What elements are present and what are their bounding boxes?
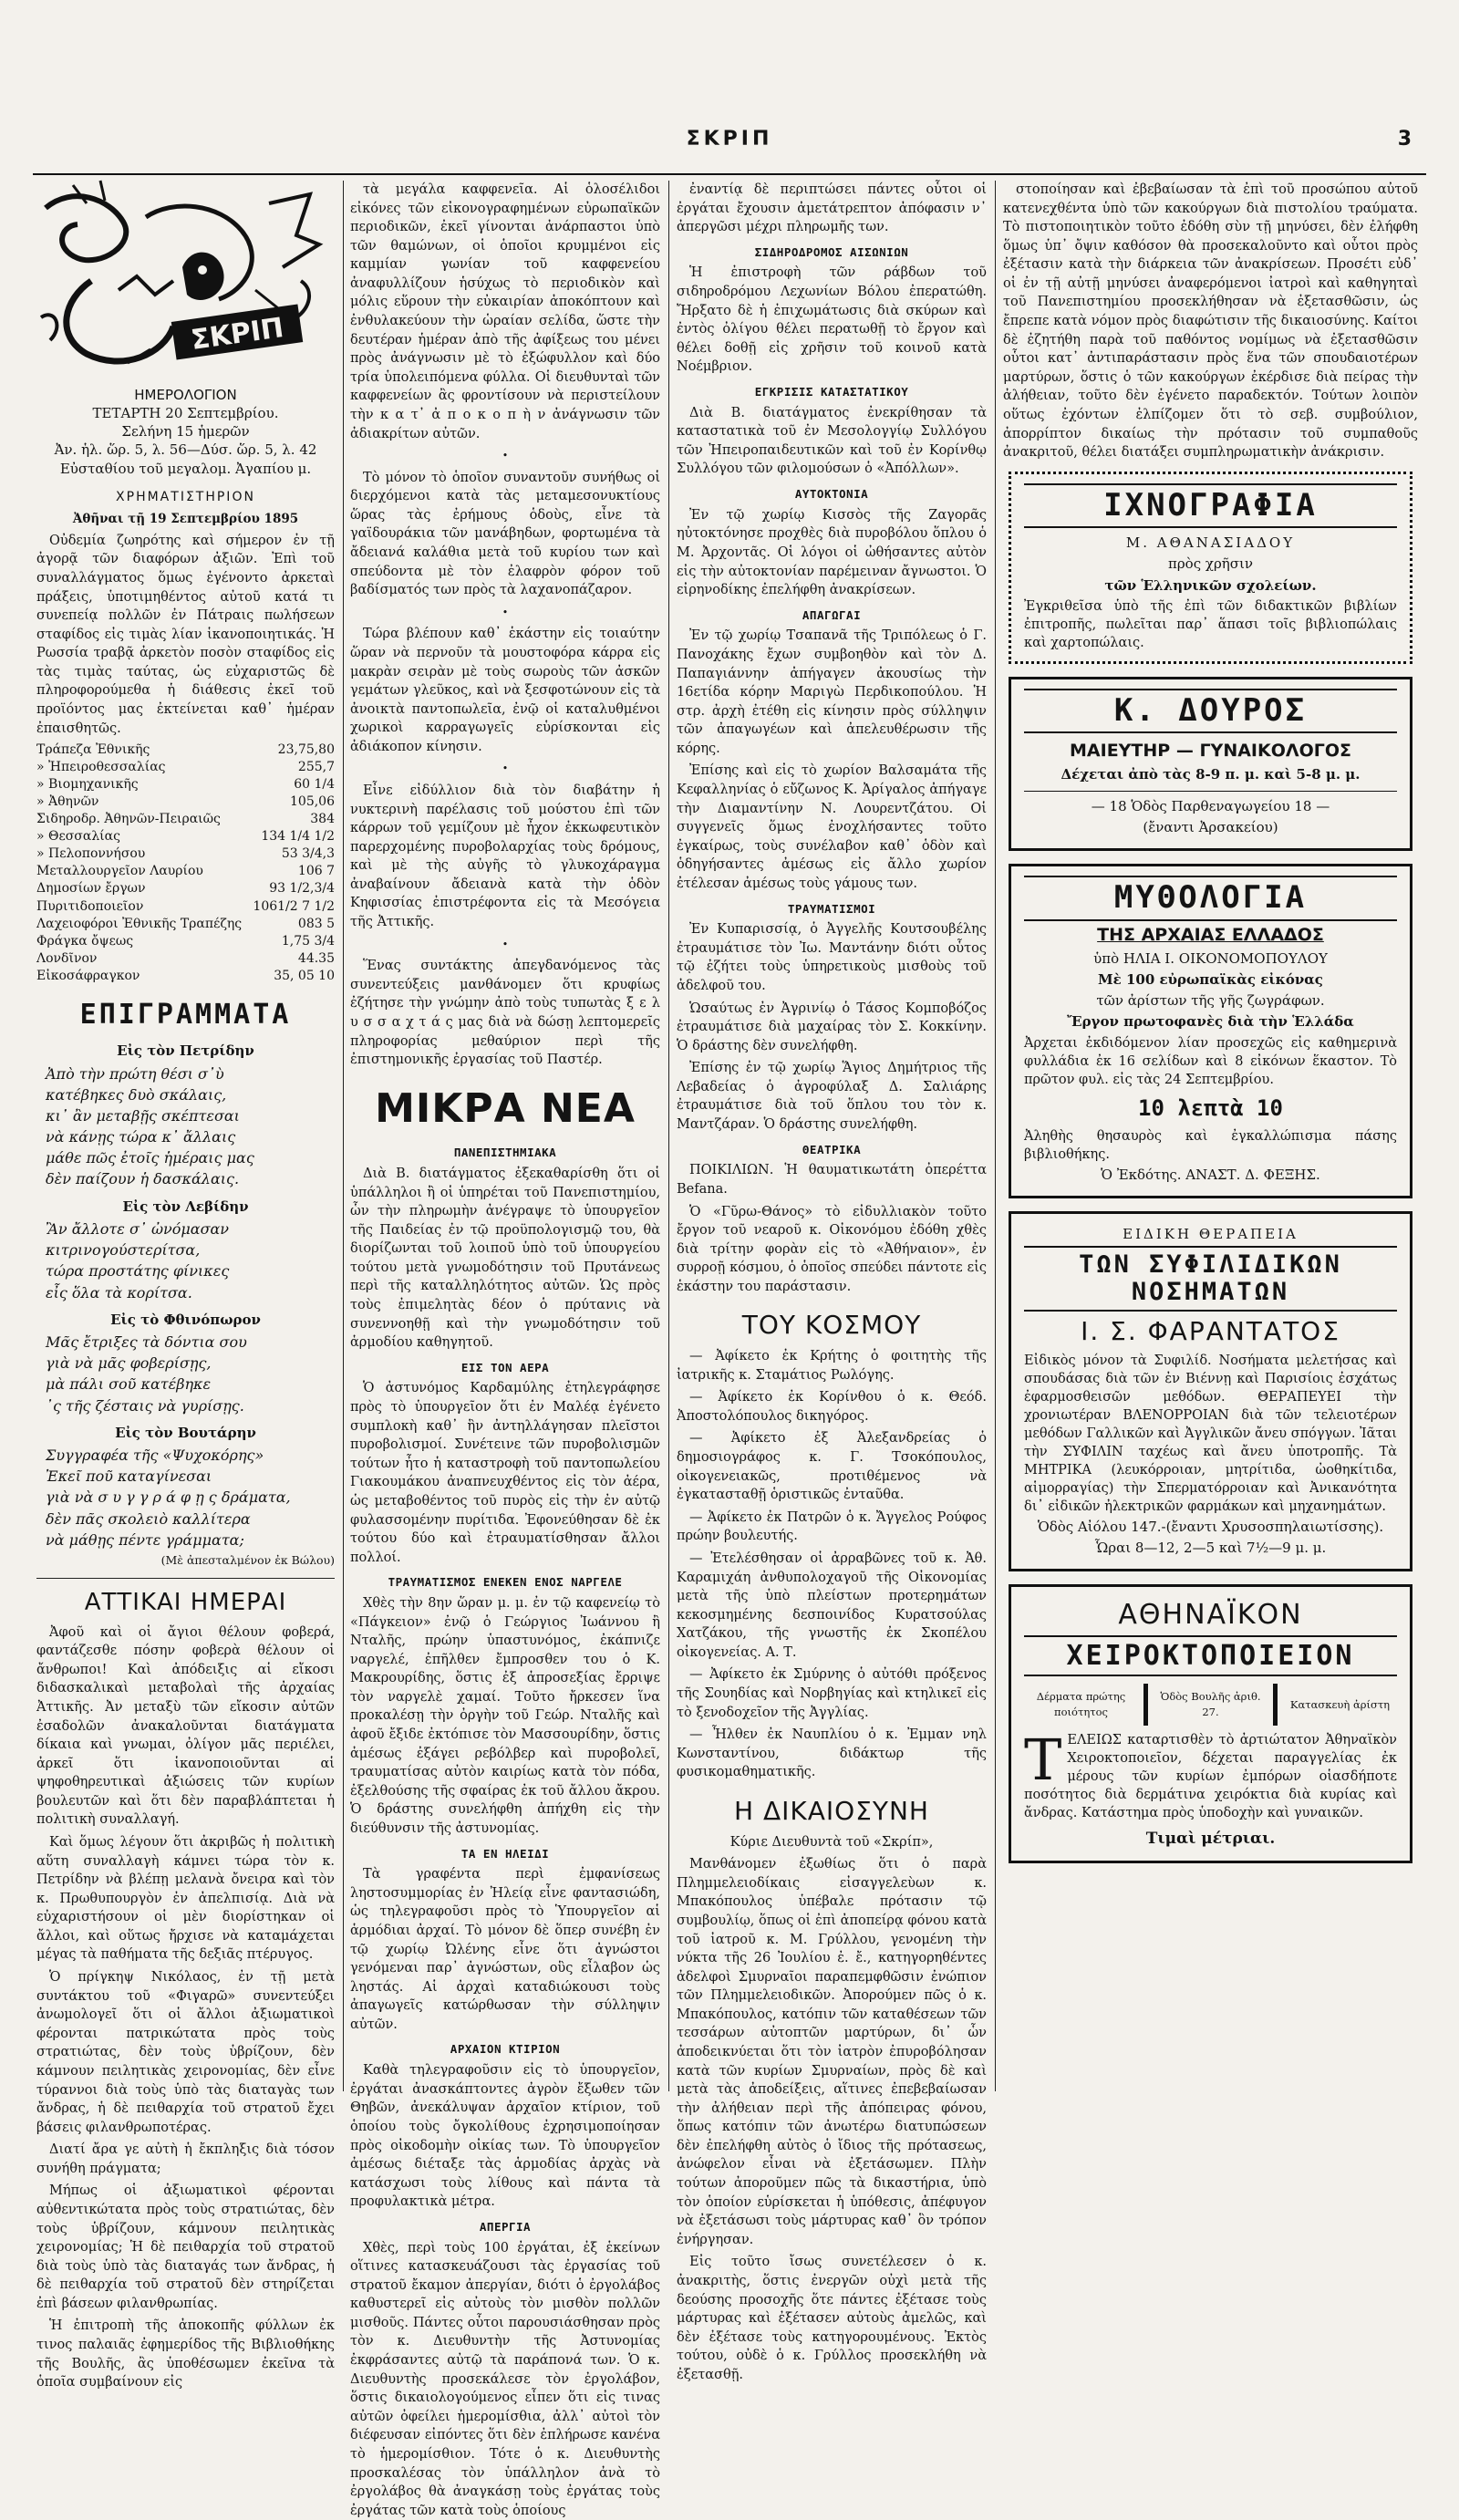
news-text: Ἐπίσης ἐν τῷ χωρίῳ Ἅγιος Δημήτριος τῆς Λεβαδείας ὁ ἀγροφύλαξ Δ. Σαλιάρης ἐτραυμάτισε διὰ τοῦ ὅπλου του τὸν κ. Μαντζάραν. Ὁ δράστης συνελήφθη. [677,1061,987,1133]
ad-farantatos-hours: Ὧραι 8—12, 2—5 καὶ 7½—9 μ. μ. [1094,1539,1327,1556]
almanac-sun: Ἀν. ἡλ. ὥρ. 5, λ. 56—Δύσ. ὥρ. 5, λ. 42 [54,441,317,459]
ad-divider [1273,1684,1278,1726]
bourse-value: 1061/2 7 1/2 [253,898,335,914]
column-1 [36,181,335,2390]
attikai-paragraph: Ἀφοῦ καὶ οἱ ἄγιοι θέλουν φοβερά, φαντάζεσθε πόσην φοβερὰ θέλουν οἱ ἄνθρωποι! Καὶ ἀπόδειξις αἱ εἴκοσι διδασκαλικαὶ μεταβολαὶ τῆς ἀρχαίας Ἀττικῆς. Ἀν μεταξὺ τῶν εἴκοσιν αὐτῶν ἐσαδολῶν ἀνακαλοῦνται διατάγματα δίκαια καὶ γνωμαι, ὀλίγον μᾶς περιέλει, ἀρκεῖ ὅτι ἱκανοποιοῦνται αἱ ψηφοθηρευτικαὶ ἀξιώσεις τῶν κυρίων βουλευτῶν καὶ ὅτι δὲν παραβλάπτεται ἡ πολιτικὴ συναλλαγή. [36,1624,335,1828]
col2-intro [350,181,660,1070]
epigrams-signature: (Μὲ ἀπεσταλμένον ἐκ Βώλου) [160,1553,335,1567]
news-heading: ΕΓΚΡΙΣΙΣ ΚΑΤΑΣΤΑΤΙΚΟΥ [754,384,909,399]
ad-athinaikon-price: Τιμαὶ μέτριαι. [1145,1829,1276,1848]
bourse-title: ΧΡΗΜΑΤΙΣΤΗΡΙΟΝ [116,489,255,504]
poem-line: ᾿ς τῆς ζέσταις νὰ γυρίσῃς. [46,1396,244,1415]
col2-paragraph: Εἶνε εἰδύλλιον διὰ τὸν διαβάτην ἡ νυκτερινὴ παρέλασις τοῦ μούστου ἐπὶ τῶν κάρρων τοῦ γεμίζουν μὲ ἦχον ἐκκωφευτικὸν παρερχομένης πυροβολαρχίας τοὺς δρόμους, καὶ μὲ τὴς αὐγῆς τὸ γλυκοχάραγμα ἀναβαίνουν ἄδειανὰ κατὰ τὴν ὁδὸν Κηφισσίας ἐπιστρέφοντα εἰς τὰ Μεσόγεια τῆς Ἀττικῆς. [350,783,660,930]
ad-farantatos-name: Ι. Σ. ΦΑΡΑΝΤΑΤΟΣ [1081,1315,1340,1346]
poem-line: μὰ πάλι σοῦ κατέβηκε [46,1375,212,1394]
bourse-row [36,950,335,968]
bourse-label: » Ἠπειροθεσσαλίας [36,760,166,775]
bourse-value: 35, 05 10 [274,968,335,983]
ad-ichnografia-text: Ἐγκριθεῖσα ὑπὸ τῆς ἐπὶ τῶν διδακτικῶν βιβλίων ἐπιτροπῆς, πωλεῖται παρ᾽ ἅπασι τοῖς βιβλιοπώλαις καὶ χαρτοπώλαις. [1024,598,1397,650]
news-heading: ΤΑ ΕΝ ΗΛΕΙΔΙ [460,1846,550,1861]
ad-athinaikon-address: Ὁδὸς Βουλῆς ἀριθ. 27. [1160,1690,1261,1718]
ad-athinaikon-name: ΑΘΗΝΑΪΚΟΝ [1118,1599,1303,1632]
ad-farantatos-top: ΕΙΔΙΚΗ ΘΕΡΑΠΕΙΑ [1123,1226,1299,1243]
poem-line: εἶς ὅλα τὰ κορίτσα. [46,1283,192,1301]
attikai-paragraph: Ὁ πρίγκηψ Νικόλαος, ἐν τῇ μετὰ συντάκτου τοῦ «Φιγαρῶ» συνεντεύξει ἀνωμολογεῖ ὅτι οἱ ἄλλοι ἀξιωματικοὶ φέρονται πατρικώτατα πρὸς τοὺς στρατιώτας, δὲν τοὺς ὑβρίζουν, δὲν κάμνουν πειλητικὰς χειρονομίας, δὲν εἶνε τύραννοι διὰ τοὺς ὑπὸ τὰς διαταγὰς των ἄνδρας, ἡ δὲ πειθαρχία τοῦ στρατοῦ ἔχει βάσεις φιλανθρωποτέρας. [36,1970,335,2135]
bourse-value: 106 7 [297,864,335,879]
news-text: Ὡσαύτως ἐν Ἀγρινίῳ ὁ Τάσος Κομποβόζος ἐτραυμάτισε διὰ μαχαίρας τὸν Σ. Κοκκίνην. Ὁ δράστης δὲν συνελήφθη. [677,1001,987,1053]
bourse-row [36,741,335,759]
news-heading: ΕΙΣ ΤΟΝ ΑΕΡΑ [460,1360,550,1374]
ad-athinaikon-dropcap: Τ [1024,1726,1062,1793]
bourse-row [36,811,335,828]
attikai-paragraph: Μήπως οἱ ἀξιωματικοὶ φέρονται αὐθεντικώτατα πρὸς τοὺς στρατιώτας, δὲν τοὺς ὑβρίζουν, κάμνουν πειλητικὰς χειρονομίας; Ἡ δὲ πειθαρχία τοῦ στρατοῦ διὰ τοὺς ὑπὸ τὰς διαταγάς των ἄνδρας, ἡ δὲ πειθαρχία τοῦ στρατοῦ δὲν στηρίζεται ἐπὶ βάσεων φιλανθρωπίας. [36,2183,335,2311]
bourse-label: Δημοσίων ἔργων [36,881,146,897]
poem-line: γιὰ νὰ μᾶς φοβερίσῃς, [46,1354,212,1373]
news-text: Ἐν τῷ χωρίῳ Κισσὸς τῆς Ζαγορᾶς ηὐτοκτόνησε προχθὲς διὰ πυροβόλου ὅπλου ὁ Μ. Ἀρχοντᾶς. Οἱ λόγοι οἱ ὠθήσαντες αὐτὸν εἰς τὴν αὐτοκτονίαν παρέμειναν ἄγνωστοι. Ὁ εἰρηνοδίκης ἐπελήφθη ἀνακρίσεων. [677,507,987,598]
kosmos-item: — Ἀφίκετο ἐκ Κορίνθου ὁ κ. Θεόδ. Ἀποστολόπουλος δικηγόρος. [677,1390,987,1424]
ad-athinaikon-text: ΕΛΕΙΩΣ καταρτισθὲν τὸ ἀρτιώτατον Ἀθηναϊκὸν Χειροκτοποιεῖον, δέχεται παραγγελίας ἐκ μέρους τῶν κυρίων ἐμπόρων οἱασδήποτε ποσότητος διὰ δερμάτινα χειρόκτια διὰ κυρίας καὶ ἄνδρας. Κατάστημα πρὸς ὑποδοχὴν καὶ γυναικῶν. [1024,1732,1397,1820]
ad-athinaikon-info [1024,1684,1397,1726]
bourse-value: 105,06 [290,794,335,810]
almanac-moon: Σελήνη 15 ἡμερῶν [121,423,250,441]
ad-mythology-painters: τῶν ἀρίστων τῆς γῆς ζωγράφων. [1096,992,1325,1010]
poem-line: Ἂν ἄλλοτε σ᾽ ὠνόμασαν [46,1219,230,1238]
bourse-row [36,916,335,933]
ad-ichnografia-author: Μ. ΑΘΑΝΑΣΙΑΔΟΥ [1125,534,1296,552]
bourse-row [36,776,335,793]
ad-mythology-pics: Μὲ 100 εὐρωπαϊκὰς εἰκόνας [1098,970,1323,988]
epigrams-list [36,1042,335,1550]
bourse-value: 384 [310,812,335,827]
bourse-row [36,828,335,845]
ad-mythology-text2: Ἀληθὴς θησαυρὸς καὶ ἐγκαλλώπισμα πάσης βιβλιοθήκης. [1024,1128,1397,1162]
ad-mythology-title: ΜΥΘΟΛΟΓΙΑ [1024,876,1397,920]
poem-line: κι᾽ ἂν μεταβῇς σκέπτεσαι [46,1106,240,1125]
bourse-row [36,845,335,863]
ad-divider [1024,791,1397,792]
separator-mark: • [502,762,509,775]
col2-paragraph: Τὸ μόνον τὸ ὁποῖον συναντοῦν συνήθως οἱ διερχόμενοι κατὰ τὰς μεταμεσονυκτίους ὥρας τὰς ἐρήμους ὁδοὺς, εἶνε τὰ γαϊδουράκια τῶν μανάβηδων, φορτωμένα τὰ ἄδειανά καλάθια μετὰ τοῦ κυρίου των καὶ σπεύδοντα μὲ τὸν ἐλαφρὸν φόρον τοῦ βαδίσματός των πρὸς τὰ λαχανοπάζαρον. [350,470,660,598]
ad-douros-role: ΜΑΙΕΥΤΗΡ — ΓΥΝΑΙΚΟΛΟΓΟΣ [1070,741,1351,762]
poem-line: κατέβηκες δυὸ σκάλαις, [46,1085,227,1104]
poem-verse [36,1332,335,1416]
ad-athinaikon [1009,1584,1412,1863]
tou-kosmou-list [677,1347,987,1782]
ad-mythology-price: 10 λεπτὰ 10 [1138,1094,1283,1121]
column-3 [677,181,987,2382]
bourse-row [36,880,335,897]
mikra-nea-title: ΜΙΚΡΑ ΝΕΑ [375,1084,636,1132]
ad-farantatos-address: Ὁδὸς Αἰόλου 147.-(ἔναντι Χρυσοσπηλαιωτίσσης). [1037,1518,1384,1535]
bourse-date: Ἀθῆναι τῇ 19 Σεπτεμβρίου 1895 [72,511,299,526]
ad-mythology-first: Ἔργον πρωτοφανὲς διὰ τὴν Ἑλλάδα [1067,1013,1354,1031]
news-heading: ΑΠΕΡΓΙΑ [479,2219,532,2234]
attikai-paragraph: Διατί ἄρα γε αὐτὴ ἡ ἔκπληξις διὰ τόσον συνήθη πράγματα; [36,2142,335,2176]
attikai-body [36,1623,335,2392]
poem-verse [36,1219,335,1303]
news-text: Διὰ Β. διατάγματος ἐνεκρίθησαν τὰ καταστατικὰ τοῦ ἐν Μεσολογγίῳ Συλλόγου τῶν Ἠπειροπαιδευτικῶν καὶ τοῦ ἐν Κορίνθῳ Συλλόγου τῶν φιλομούσων ὁ «Ἀπόλλων». [677,405,987,477]
column-4 [1003,181,1418,2087]
bourse-value: 083 5 [297,916,335,931]
news-heading: ΑΠΑΓΩΓΑΙ [802,607,862,622]
col2-paragraph: Ἕνας συντάκτης ἀπεγδανόμενος τὰς συνεντεύξεις μανθάνομεν ὅτι κρυφίως ἐζήτησε τὴν γνώμην ἀπὸ τοὺς τυπωτὰς ξ ε λ υ σ σ α χ τ ά ς μας διὰ νὰ δώσῃ λεπτομερεῖς πληροφορίας μεθαύριον περὶ τῆς ἐπιστημονικῆς ἐργασίας τοῦ Παστέρ. [350,959,660,1068]
bourse-label: Πυριτιδοποιεῖον [36,898,144,914]
poem-verse [36,1445,335,1550]
bourse-label: » Βιομηχανικῆς [36,777,139,793]
poem-line: δὲν παίζουν ἡ δασκάλαις. [46,1170,240,1188]
news-text: Ὁ ἀστυνόμος Καρδαμύλης ἐτηλεγράφησε πρὸς τὸ ὑπουργεῖον ὅτι ἐν Μαλέᾳ ἐγένετο συμπλοκὴ καθ᾽ ἣν ἀντηλλάγησαν πλεῖστοι πυροβολισμοί. Συνέτεινε τῶν πυροβολισμῶν τούτων ἦτο ἡ καταστροφὴ τοῦ παντοπωλείου Γιακουμάκου ἀναπνευχθέντος εἰς τὸν ἀέρα, ὡς μεταβοθέντος τοῦ πυρὸς εἰς τὴν ἐν αὐτῷ φυλασσομένην πυρίτιδα. Ἐφονεύθησαν δὲ ἐκ τούτου δύο καὶ ἐτραυματίσθησαν ἄλλοι πολλοί. [350,1381,660,1565]
poem-line: Ἀπὸ τὴν πρώτη θέσι σ᾽ὺ [46,1064,224,1083]
bourse-label: » Πελοποννήσου [36,846,146,862]
bourse-table [36,741,335,984]
ad-ichnografia-line2: τῶν Ἑλληνικῶν σχολείων. [1104,576,1317,594]
poem-title: Εἰς τὸν Βουτάρην [115,1424,256,1441]
almanac [36,386,335,478]
news-heading: ΠΑΝΕΠΙΣΤΗΜΙΑΚΑ [453,1146,557,1160]
bourse-label: Εἰκοσάφραγκον [36,968,140,983]
column-2 [350,181,660,2518]
ad-douros-hours: Δέχεται ἀπὸ τὰς 8-9 π. μ. καὶ 5-8 μ. μ. [1061,766,1361,783]
news-heading: ΑΥΤΟΚΤΟΝΙΑ [794,487,869,502]
kosmos-item: — Ἀφίκετο ἐκ Σμύρνης ὁ αὐτόθι πρόξενος τῆς Σουηδίας καὶ Νορβηγίας καὶ κτηλικεῖ εἰς τὸ ξενοδοχεῖον τῆς Ἀγγλίας. [677,1667,987,1720]
bourse-value: 53 3/4,3 [281,846,335,862]
column-rule [343,181,344,2091]
news-text: ΠΟΙΚΙΛΙΩΝ. Ἡ θαυματικωτάτη ὀπερέττα Befana. [677,1163,987,1197]
ad-athinaikon-title: ΧΕΙΡΟΚΤΟΠΟΙΕΙΟΝ [1024,1635,1397,1676]
attikai-paragraph: Καὶ ὅμως λέγουν ὅτι ἀκριβῶς ἡ πολιτικὴ αὕτη συναλλαγὴ κάμνει τώρα τὸν κ. Πετρίδην νὰ βλέπῃ μελανὰ ὄνειρα καὶ τὸν κ. Πρωθυπουργὸν ἐν ἀπελπισίᾳ. Διὰ νὰ εὐχαριστήσουν οἱ μὲν διορίστηκαν οἱ ἄλλοι, καὶ οὕτως ἤρχισε νὰ καταμάχεται μέγας τὰ παθήματα τῆς δεξιᾶς πτέρυγος. [36,1835,335,1963]
news-heading: ΤΡΑΥΜΑΤΙΣΜΟΣ ΕΝΕΚΕΝ ΕΝΟΣ ΝΑΡΓΕΛΕ [388,1575,623,1590]
column-rule [668,181,669,2091]
bourse-value: 255,7 [297,760,335,775]
ad-mythology [1009,864,1412,1198]
dikaiosyni-title: Η ΔΙΚΑΙΟΣΥΝΗ [734,1795,929,1826]
poem-line: νὰ κάνῃς τώρα κ᾽ ἄλλαις [46,1128,236,1146]
bourse-value: 1,75 3/4 [281,933,335,949]
separator-mark: • [502,938,509,950]
bourse-value: 93 1/2,3/4 [269,881,335,897]
ad-divider [1143,1684,1148,1726]
news-heading: ΣΙΔΗΡΟΔΡΟΜΟΣ ΑΙΣΩΝΙΩΝ [754,244,909,259]
poem-title: Εἰς τὸ Φθινόπωρον [110,1311,261,1328]
page-number: 3 [1397,128,1412,150]
poem-title: Εἰς τὸν Λεβίδην [122,1198,249,1215]
bourse-value: 134 1/4 1/2 [261,829,335,845]
news-text: Τὰ γραφέντα περὶ ἐμφανίσεως ληστοσυμμορίας ἐν Ἠλείᾳ εἶνε φαντασιώδη, ὡς τηλεγραφοῦσι πρὸς τὸ Ὑπουργεῖον αἱ ἁρμόδιαι ἀρχαί. Τὸ μόνον δὲ ὅπερ συνέβη ἐν τῷ χωρίῳ Ὠλένης εἶνε ὅτι ἀγνώστοι γενόμεναι παρ᾽ ἀγνώστων, οὓς εἶλαβον ὡς ληστάς. Αἱ ἀρχαὶ καταδιώκουσι τοὺς ἀπαγωγεῖς κατώρθωσαν τὴν σύλληψιν αὐτῶν. [350,1867,660,2032]
ad-mythology-publisher: Ὁ Ἐκδότης. ΑΝΑΣΤ. Δ. ΦΕΞΗΣ. [1101,1166,1320,1183]
ad-athinaikon-text-block [1024,1726,1397,1822]
masthead-rule [33,173,1426,175]
kosmos-item: — Ἀφίκετο ἐξ Ἀλεξανδρείας ὁ δημοσιογράφος κ. Γ. Τσοκόπουλος, οἰκογενειακῶς, προτιθέμενος νὰ ἐγκατασταθῇ ὁριστικῶς ἐνταῦθα. [677,1431,987,1503]
ad-athinaikon-quality: Δέρματα πρώτης ποιότητος [1036,1690,1126,1718]
bourse-label: Λονδῖνον [36,950,98,966]
bourse-row [36,933,335,950]
ad-ichnografia-title: ΙΧΝΟΓΡΑΦΙΑ [1024,483,1397,528]
ad-ichnografia-line1: πρὸς χρῆσιν [1167,555,1253,573]
almanac-day: ΤΕΤΑΡΤΗ 20 Σεπτεμβρίου. [92,404,279,421]
kosmos-item: — Ἀφίκετο ἐκ Πατρῶν ὁ κ. Ἄγγελος Ρούφος πρώην βουλευτής. [677,1509,987,1544]
bourse-label: Μεταλλουργεῖον Λαυρίου [36,864,203,879]
epigrams-title: ΕΠΙΓΡΑΜΜΑΤΑ [79,998,292,1031]
column-rule [995,181,996,2091]
col3-news [677,244,987,1297]
almanac-title: ΗΜΕΡΟΛΟΓΙΟΝ [134,386,237,403]
ad-douros-title: Κ. ΔΟΥΡΟΣ [1024,689,1397,733]
poem-line: Μᾶς ἔτριξες τὰ δόντια σου [46,1333,247,1352]
bourse-value: 44.35 [297,950,335,966]
col2-news [350,1145,660,2520]
news-text: Ὁ «Γῦρω-Θάνος» τὸ εἰδυλλιακὸν τοῦτο ἔργον τοῦ νεαροῦ κ. Οἰκονόμου ἐδόθη χθὲς διὰ τρίτην φορὰν εἰς τὸ «Ἀθήναιον», ἐν συρροῇ κόσμου, ὁ ὁποῖος σπεύδει πάντοτε εἰς ἑκάστην του παράστασιν. [677,1204,987,1294]
col2-paragraph: Τώρα βλέπουν καθ᾽ ἑκάστην εἰς τοιαύτην ὥραν νὰ περνοῦν τὰ μουστοφόρα κάρρα εἰς μακρὰν σειρὰν μὲ τοὺς σωροὺς τῶν ἀσκῶν γεμάτων γλεῦκος, καὶ νὰ ξεσφοτώνουν εἰς τὰ ἀνοικτὰ παντοπωλεῖα, ἐνῷ οἱ καταλυθμένοι χωρικοὶ καρραγωγεῖς εὑρίσκονται εἰς ἀδιάκοπον κίνησιν. [350,627,660,754]
separator-mark: • [502,606,509,618]
attikai-title: ΑΤΤΙΚΑΙ ΗΜΕΡΑΙ [36,1578,335,1620]
ad-douros-opposite: (ἔναντι Ἀρσακείου) [1143,818,1278,835]
bourse-row [36,968,335,985]
bourse-label: Σιδηροδρ. Ἀθηνῶν-Πειραιῶς [36,812,221,827]
poem-line: μάθε πῶς ἐτοῖς ἡμέραις μας [46,1149,254,1167]
logo-text: ΣΚΡΙΠ [189,312,286,357]
ad-douros [1009,677,1412,851]
tou-kosmou-title: ΤΟΥ ΚΟΣΜΟΥ [741,1310,922,1341]
bourse-label: Φράγκα ὄψεως [36,933,134,949]
bourse-row [36,759,335,776]
poem-line: κιτρινογούστερίτσα, [46,1241,201,1260]
poem-line: τώρα προστάτης φίνικες [46,1262,230,1281]
ad-mythology-subtitle: ΤΗΣ ΑΡΧΑΙΑΣ ΕΛΛΑΔΟΣ [1097,924,1324,945]
ad-mythology-text: Ἀρχεται ἐκδιδόμενον λίαν προσεχῶς εἰς καθημερινὰ φυλλάδια ἐκ 16 σελίδων καὶ 8 εἰκόνων ἕκαστον. Τὸ πρῶτον φυλ. εἰς τὰς 24 Σεπτεμβρίου. [1024,1035,1397,1087]
poem-line: νὰ μάθῃς πέντε γράμματα; [46,1530,244,1549]
kosmos-item: — Ἀφίκετο ἐκ Κρήτης ὁ φοιτητὴς τῆς ἰατρικῆς κ. Σταμάτιος Ρωλόγης. [677,1349,987,1383]
separator-mark: • [502,450,509,462]
news-text: Ἐν Κυπαρισσίᾳ, ὁ Ἀγγελῆς Κουτσουβέλης ἐτραυμάτισε τὸν Ἰω. Μαντάνην διότι οὗτος τῷ ἐζήτει τοὺς ὑπηρετικοὺς μισθοὺς τοῦ ἀδελφοῦ του. [677,922,987,993]
bourse-row [36,793,335,811]
news-text: Διὰ Β. διατάγματος ἐξεκαθαρίσθη ὅτι οἱ ὑπάλληλοι ἢ οἱ ὑπηρέται τοῦ Πανεπιστημίου, ὧν τὴν πληρωμὴν ἀνέγραψε τὸ ὑπουργεῖον τῆς Παιδείας ἐν τῷ προϋπολογισμῷ του, θὰ διορίζωνται τοῦ λοιποῦ ὑπὸ τοῦ ὑπουργείου τούτου μετὰ γνωμοδότησιν τοῦ Πρυτάνεως περὶ τῆς καταλληλότητος αὐτῶν. Ὡς πρὸς τοὺς ἐπιμελητὰς δέον ὁ πρύτανις νὰ συνεννοηθῇ καὶ τὴν γνωμοδότησιν τοῦ ἁρμοδίου καθηγητοῦ. [350,1166,660,1351]
skrip-logo-illustration [36,181,328,372]
kosmos-item: — Ἦλθεν ἐκ Ναυπλίου ὁ κ. Ἐμμαν νηλ Κωνσταντίνου, διδάκτωρ τῆς φυσικομαθηματικῆς. [677,1727,987,1780]
ad-farantatos-text: Εἰδικὸς μόνον τὰ Συφιλίδ. Νοσήματα μελετήσας καὶ σπουδάσας διὰ τῶν ἐν Βιέννῃ καὶ Παρισίοις ἐσχάτως ἐφαρμοσθεισῶν μεθόδων. ΘΕΡΑΠΕΥΕΙ τὴν χρονιωτέραν ΒΛΕΝΟΡΡΟΙΑΝ διὰ τῶν τελειοτέρων μεθόδων Γαλλικῶν καὶ Ἀγγλικῶν ἄνευ σπόγγων. Ἰᾶται τὴν ΣΥΦΙΛΙΝ ταχέως καὶ ἄνευ ὑποτροπῆς. Τὰ ΜΗΤΡΙΚΑ (λευκόρροιαν, μητρίτιδα, ὠοθηκίτιδα, αἱμορραγίας) τὴν Σπερματόρροιαν καὶ Ἀνικανότητα δι᾽ εἰδικῶν ἠλεκτρικῶν φαρμάκων καὶ μηχανημάτων. [1024,1353,1397,1514]
ad-farantatos [1009,1211,1412,1571]
poem-line: δὲν πᾶς σκολειὸ καλλίτερα [46,1509,251,1528]
attikai-paragraph: Ἡ ἐπιτροπὴ τῆς ἀποκοπῆς φύλλων ἐκ τινος παλαιᾶς ἐφημερίδος τῆς Βιβλιοθήκης τῆς Βουλῆς, ἂς ὑποθέσωμεν ἐκεῖνα τὰ ὁποῖα συμβαίνουν εἰς [36,2318,335,2390]
dikaiosyni-text-cont: Εἰς τοῦτο ἴσως συνετέλεσεν ὁ κ. ἀνακριτὴς, ὅστις ἐνεργῶν οὐχὶ μετὰ τῆς δεούσης προσοχῆς ὅτε πάντες ἐξέτασε τοὺς μάρτυρας καὶ ἐξέτασεν αὐτοὺς ἀμελῶς, καὶ δὲν ἐξέτασε τοὺς κατηγορουμένους. Ἐκτὸς τούτου, οὐδὲ ὁ κ. Γρύλλος προσεκλήθη νὰ ἐξετασθῇ. [677,2255,987,2382]
almanac-feast: Εὐσταθίου τοῦ μεγαλομ. Ἀγαπίου μ. [59,460,312,477]
col4-intro: στοποίησαν καὶ ἐβεβαίωσαν τὰ ἐπὶ τοῦ προσώπου αὐτοῦ κατενεχθέντα ὑπὸ τῶν κακούργων διὰ πιστολίου τραύματα. Τὸ πιστοποιητικὸν τοῦτο ἐδόθη σὺν τῇ μηνύσει, δὲν ἐλήφθη ὅμως ὑπ᾽ ὄψιν καθόσον θὰ προσεκαλοῦντο καὶ οὗτοι πρὸς ἐξέτασιν κατὰ τὴν διάρκεια τῶν ἀνακρίσεων. Προσέτι εὐδ᾽ οἱ ἐν τῇ αὐτῇ μηνύσει ἀναφερόμενοι ἰατροὶ καὶ καθηγηταὶ τοῦ Πανεπιστημίου προσεκλήθησαν νὰ ἐξετασθῶσιν, ὡς ἔπρεπε κατὰ νόμον πρὸς διαφώτισιν τῆς δικαιοσύνης. Καίτοι δὲ ἐζητήθη παρὰ τοῦ παθόντος νομίμως νὰ ἐξετασθῶσιν οὗτοι κατ᾽ ἀντιπαράστασιν πρὸς ἕνα τῶν σπουδαιοτέρων μαρτύρων, ὅστις ὁ τῶν κακούργων ἐκέρδισε διὰ πείρας τὴν ἀλήθειαν, τοῦτο δὲν ἐγένετο παραδεκτόν. Τούτων λοιπὸν οὕτως ἐχόντων ἐλπίζομεν ὅτι τὸ σεβ. συμβούλιον, ἀπορρίπτον δικαίως τὴν πρότασιν τοῦ συμπαθοῦς ἀνακριτοῦ, θέλει διατάξει συμπληρωματικὴν ἀνάκρισιν. [1003,182,1418,461]
poem-line: γιὰ νὰ σ υ γ γ ρ ά φ ῃ ς δράματα, [46,1488,291,1507]
bourse-label: » Θεσσαλίας [36,829,120,845]
news-heading: ΘΕΑΤΡΙΚΑ [802,1142,862,1156]
ad-mythology-author: ὑπὸ ΗΛΙΑ Ι. ΟΙΚΟΝΟΜΟΠΟΥΛΟΥ [1093,949,1328,967]
col2-paragraph: τὰ μεγάλα καφφενεῖα. Αἱ ὁλοσέλιδοι εἰκόνες τῶν εἰκονογραφημένων εὐρωπαϊκῶν περιοδικῶν, ἐκεῖ γίνονται ἀνάρπαστοι ὑπὸ τῶν θαμώνων, οἱ ὁποῖοι κρυμμένοι εἰς καμμίαν γωνίαν τοῦ καφφενείου ἀναφυλλίζουν ἡσύχως τὸ περιοδικὸν καὶ μόλις εὕρουν τὴν εὐκαιρίαν ἀποκόπτουν καὶ ἐνθυλακεύουν τὴν ὡραίαν σελίδα, ὥστε τὴν δευτέραν ἡμέραν ἀπὸ τῆς ἀφίξεως του μένει πρὸς ἀνάγνωσιν μὲ τὸ ἐξώφυλλον καὶ δύο τρία ὑπολειπόμενα φύλλα. Οἱ διευθυνταὶ τῶν καφφενείων ἂς φροντίσουν νὰ περιστείλουν τὴν κ α τ᾽ ἀ π ο κ ο π ὴ ν ἀνάγνωσιν τῶν ἀδιακρίτων αὐτῶν. [350,182,660,441]
news-text: Ἐν τῷ χωρίῳ Τσαπανᾶ τῆς Τριπόλεως ὁ Γ. Πανοχάκης ἔχων συμβοηθὸν καὶ τὸν Δ. Παπαγιάννην ἀπήγαγεν ἀκουσίως τὴν 16ετίδα κόρην Μαριγὼ Περδικοπούλου. Ἡ στρ. ἀρχὴ ἐτέθη εἰς κίνησιν πρὸς σύλληψιν τῶν ἀπαγωγέων καὶ ἀπελευθέρωσιν τῆς κόρης. [677,628,987,756]
poem-line: Ἐκεῖ ποῦ καταγίνεσαι [46,1467,212,1486]
news-text: Χθὲς, περὶ τοὺς 100 ἐργάται, ἐξ ἑκείνων οἵτινες κατασκευάζουσι τὰς ἐργασίας τοῦ στρατοῦ ἔκαμον ἀπεργίαν, διότι ὁ ἐργολάβος καθυστερεῖ εἰς αὐτοὺς τὸν μισθὸν πολλῶν μισθοῦς. Πάντες οὗτοι παρουσιάσθησαν πρὸς τὸν κ. Διευθυντὴν τῆς Ἀστυνομίας ἐκφράσαντες αὐτῷ τὰ παράπονά των. Ὁ κ. Διευθυντὴς προσεκάλεσε τὸν ἐργολάβον, ὅστις δικαιολογούμενος εἶπεν ὅτι εἰς τινας αὐτῶν ὀφείλει ἡμερομίσθια, ἀλλ᾽ αὐτοὶ τὸν διέφευσαν εἰπόντες ὅτι δὲν ἐπλήρωσε κανένα τὸ ἡμερομίσθιον. Τότε ὁ κ. Διευθυντὴς προσκαλέσας τὸν ὑπάλληλον ἀνὰ τὸ ἐργολάβος θὰ ἀναγκάσῃ τοὺς ἐργάτας τοὺς ἐργάτας τῶν κατὰ τοὺς ὁποίους [350,2240,660,2518]
ad-douros-address: — 18 Ὁδὸς Παρθεναγωγείου 18 — [1091,797,1330,814]
bourse-intro: Οὐδεμία ζωηρότης καὶ σήμερον ἐν τῇ ἀγορᾷ τῶν διαφόρων ἀξιῶν. Ἐπὶ τοῦ συναλλάγματος ὅμως ἐγένοντο ἀρκεταὶ πράξεις, ὑποτιμηθέντος αὐτοῦ κατά τι συνεπείᾳ πολλῶν ἐν Πάτραις πωλήσεων σταφίδος εἰς τιμὰς λίαν ἱκανοποιητικάς. Ἡ Ρωσσία τραβᾷ ἀρκετὸν ποσὸν σταφίδος εἰς τὰς τιμὰς ταύτας, ὡς εὐχαριστῶς δὲ πληροφορούμεθα ἡ διάθεσις ἐκεῖ τοῦ προϊόντος μας ἐκτείνεται καθ᾽ ἡμέραν ἐπαισθητῶς. [36,533,335,736]
bourse-label: » Ἀθηνῶν [36,794,99,810]
ad-ichnografia [1009,472,1412,664]
bourse-value: 23,75,80 [277,742,335,758]
poem-line: Συγγραφέα τῆς «Ψυχοκόρης» [46,1447,264,1465]
poem-title: Εἰς τὸν Πετρίδην [117,1042,254,1060]
bourse-value: 60 1/4 [294,777,335,793]
news-heading: ΤΡΑΥΜΑΤΙΣΜΟΙ [787,901,876,916]
poem-verse [36,1063,335,1190]
dikaiosyni-text: Μανθάνομεν ἐξωθίως ὅτι ὁ παρὰ Πλημμελειοδίκαις εἰσαγγελεὺων κ. Μπακόπουλος ὑπέβαλε πρότασιν τῷ συμβουλίῳ, ὅπως οἱ ἐπὶ ἀποπείρᾳ φόνου κατὰ τοῦ ἰατροῦ κ. Μ. Γρύλλου, γενομένη τὴν νύκτα τῆς 26 Ἰουλίου ἐ. ἔ., κατηγορηθέντες ἀδελφοὶ Σμυρναῖοι παραπεμφθῶσιν ἐνώπιον τῶν Πλημμελειοδικῶν. Ἀπορούμεν πῶς ὁ κ. Μπακόπουλος, κατόπιν τῶν καταθέσεων τῶν τεσσάρων αὐτοπτῶν μαρτύρων, δι᾽ ὧν ἀποδεικνύεται ὅτι τὸν ἰατρὸν ἐπυροβόλησαν κατὰ τῶν κυρίων Σμυρναίων, πρὸς δὲ καὶ μετὰ τὰς ἀποδείξεις, αἵτινες ἐπεβεβαίωσαν τὴν ἀλήθειαν περὶ τῆς ἀπόπειρας φόνου, ὅπως κατόπιν τῶν ἀνωτέρω διατυπώσεων δὲν ἐπελήφθη αὐτὸς ὁ ἴδιος τῆς πρότασεως, ἀνώφελον εἶναι νὰ ἐξετάσωμεν. Πλὴν τούτων ἀποροῦμεν πῶς τὰ δικαστήρια, ὑπὸ τὸν ὁποίον εὑρίσκεται ἡ ὑπόθεσις, ἀπέφυγον νὰ ἐξετάσωσι τοὺς μάρτυρας καθ᾽ ὃν τρόπον ἐνήργησαν. [677,1857,987,2247]
col3-intro: ἐναντίᾳ δὲ περιπτώσει πάντες οὗτοι οἱ ἐργάται ἔχουσιν ἀμετάτρεπτον ἀπόφασιν ν᾽ ἀπεργῶσι μέχρι πληρωμῆς των. [677,182,987,235]
news-text: Ἡ ἐπιστροφὴ τῶν ράβδων τοῦ σιδηροδρόμου Λεχωνίων Βόλου ἐπερατώθη. Ἤρξατο δὲ ἡ ἐπιχωμάτωσις διὰ σκύρων καὶ ἐντὸς ὀλίγου θέλει περατωθῇ τὸ ἔργον καὶ θέλει δοθῇ εἰς χρῆσιν τοῦ κοινοῦ κατὰ Νοέμβριον. [677,265,987,375]
news-text: Καθὰ τηλεγραφοῦσιν εἰς τὸ ὑπουργεῖον, ἐργάται ἀνασκάπτοντες ἀγρὸν ἔξωθεν τῶν Θηβῶν, ἀνεκάλυψαν ἀρχαῖον κτίριον, τοῦ ὁποίου τοὺς ὄγκολίθους ἐχρησιμοποίησαν πρὸς οἰκοδομὴν οἰκίας των. Τὸ ὑπουργεῖον ἀμέσως διέταξε τὰς ἁρμοδίας ἀρχὰς νὰ κατάσχωσι τοὺς λίθους καὶ πάντα τὰ προφυλακτικὰ μέτρα. [350,2063,660,2210]
bourse-row [36,898,335,916]
ad-athinaikon-craft: Κατασκευὴ ἀρίστη [1289,1697,1391,1711]
bourse-row [36,863,335,880]
bourse-label: Λαχειοφόροι Ἐθνικῆς Τραπέζης [36,916,243,931]
paper-name: ΣΚΡΙΠ [686,128,773,150]
news-text: Χθὲς τὴν 8ην ὥραν μ. μ. ἐν τῷ καφενείῳ τὸ «Πάγκειον» ἐνῷ ὁ Γεώργιος Ἰωάννου ἢ Νταλῆς, πρώην ὑπαστυνόμος, ἐκάπνιζε ναργελέ, ἐπῆλθεν ἔμπροσθεν του ὁ Κ. Μακρουρίδης, ὅστις ἐξ ἀπροσεξίας ἔρριψε τὸν ναργελὲ χαμαί. Τοῦτο ἤρκεσεν ἵνα προκαλέσῃ τὴν ὀργὴν τοῦ Γεώρ. Νταλῆς καὶ ἀφοῦ ἔξιδε ἐκτόπισε τὸν Μασσουρίδην, ὅστις ἀμέσως ἐξάγει ρεβόλβερ καὶ πυροβολεῖ, τραυματίσας αὐτὸν καιρίως κατὰ τὸν πόδα, ἐξελθούσης τῆς σφαίρας ἐκ τοῦ ἄλλου ἄκρου. Ὁ δράστης συνελήφθη ἀπήχθη εἰς τὴν διεύθυνσιν τῆς ἀστυνομίας. [350,1596,660,1836]
bourse-label: Τράπεζα Ἐθνικῆς [36,742,150,758]
ad-farantatos-title: ΤΩΝ ΣΥΦΙΛΙΔΙΚΩΝ ΝΟΣΗΜΑΤΩΝ [1024,1246,1397,1311]
news-heading: ΑΡΧΑΙΟΝ ΚΤΙΡΙΟΝ [450,2042,561,2057]
dikaiosyni-salutation: Κύριε Διευθυντὰ τοῦ «Σκρίπ», [730,1834,934,1850]
news-text: Ἐπίσης καὶ εἰς τὸ χωρίον Βαλσαμάτα τῆς Κεφαλληνίας ὁ εὔζωνος Κ. Ἀρίγαλος ἀπήγαγε τὴν Διαμαντίνην Ν. Λουρεντζάτου. Οἱ συγγενεῖς ὅμως ἐνοχλήσαντες τοῦτο ἐγκαίρως, τοὺς συνέλαβον καθ᾽ ὁδὸν καὶ ὁδηγήσαντες ἀμέσως εἰς ἄλλο χωρίον ἐτέλεσαν ἀμέσως τοὺς γάμους των. [677,763,987,891]
kosmos-item: — Ἐτελέσθησαν οἱ ἀρραβῶνες τοῦ κ. Ἀθ. Καραμιχάη ἀνθυπολοχαγοῦ τῆς Οἰκονομίας μετὰ τῆς ὑπὸ πλείστων προτερημάτων κεκοσμημένης δεσποινίδος Κυρατσούλας Χατζάκου, τῆς γνωστῆς ἐκ Σκοπέλου οἰκογενείας. Α. Τ. [677,1550,987,1660]
